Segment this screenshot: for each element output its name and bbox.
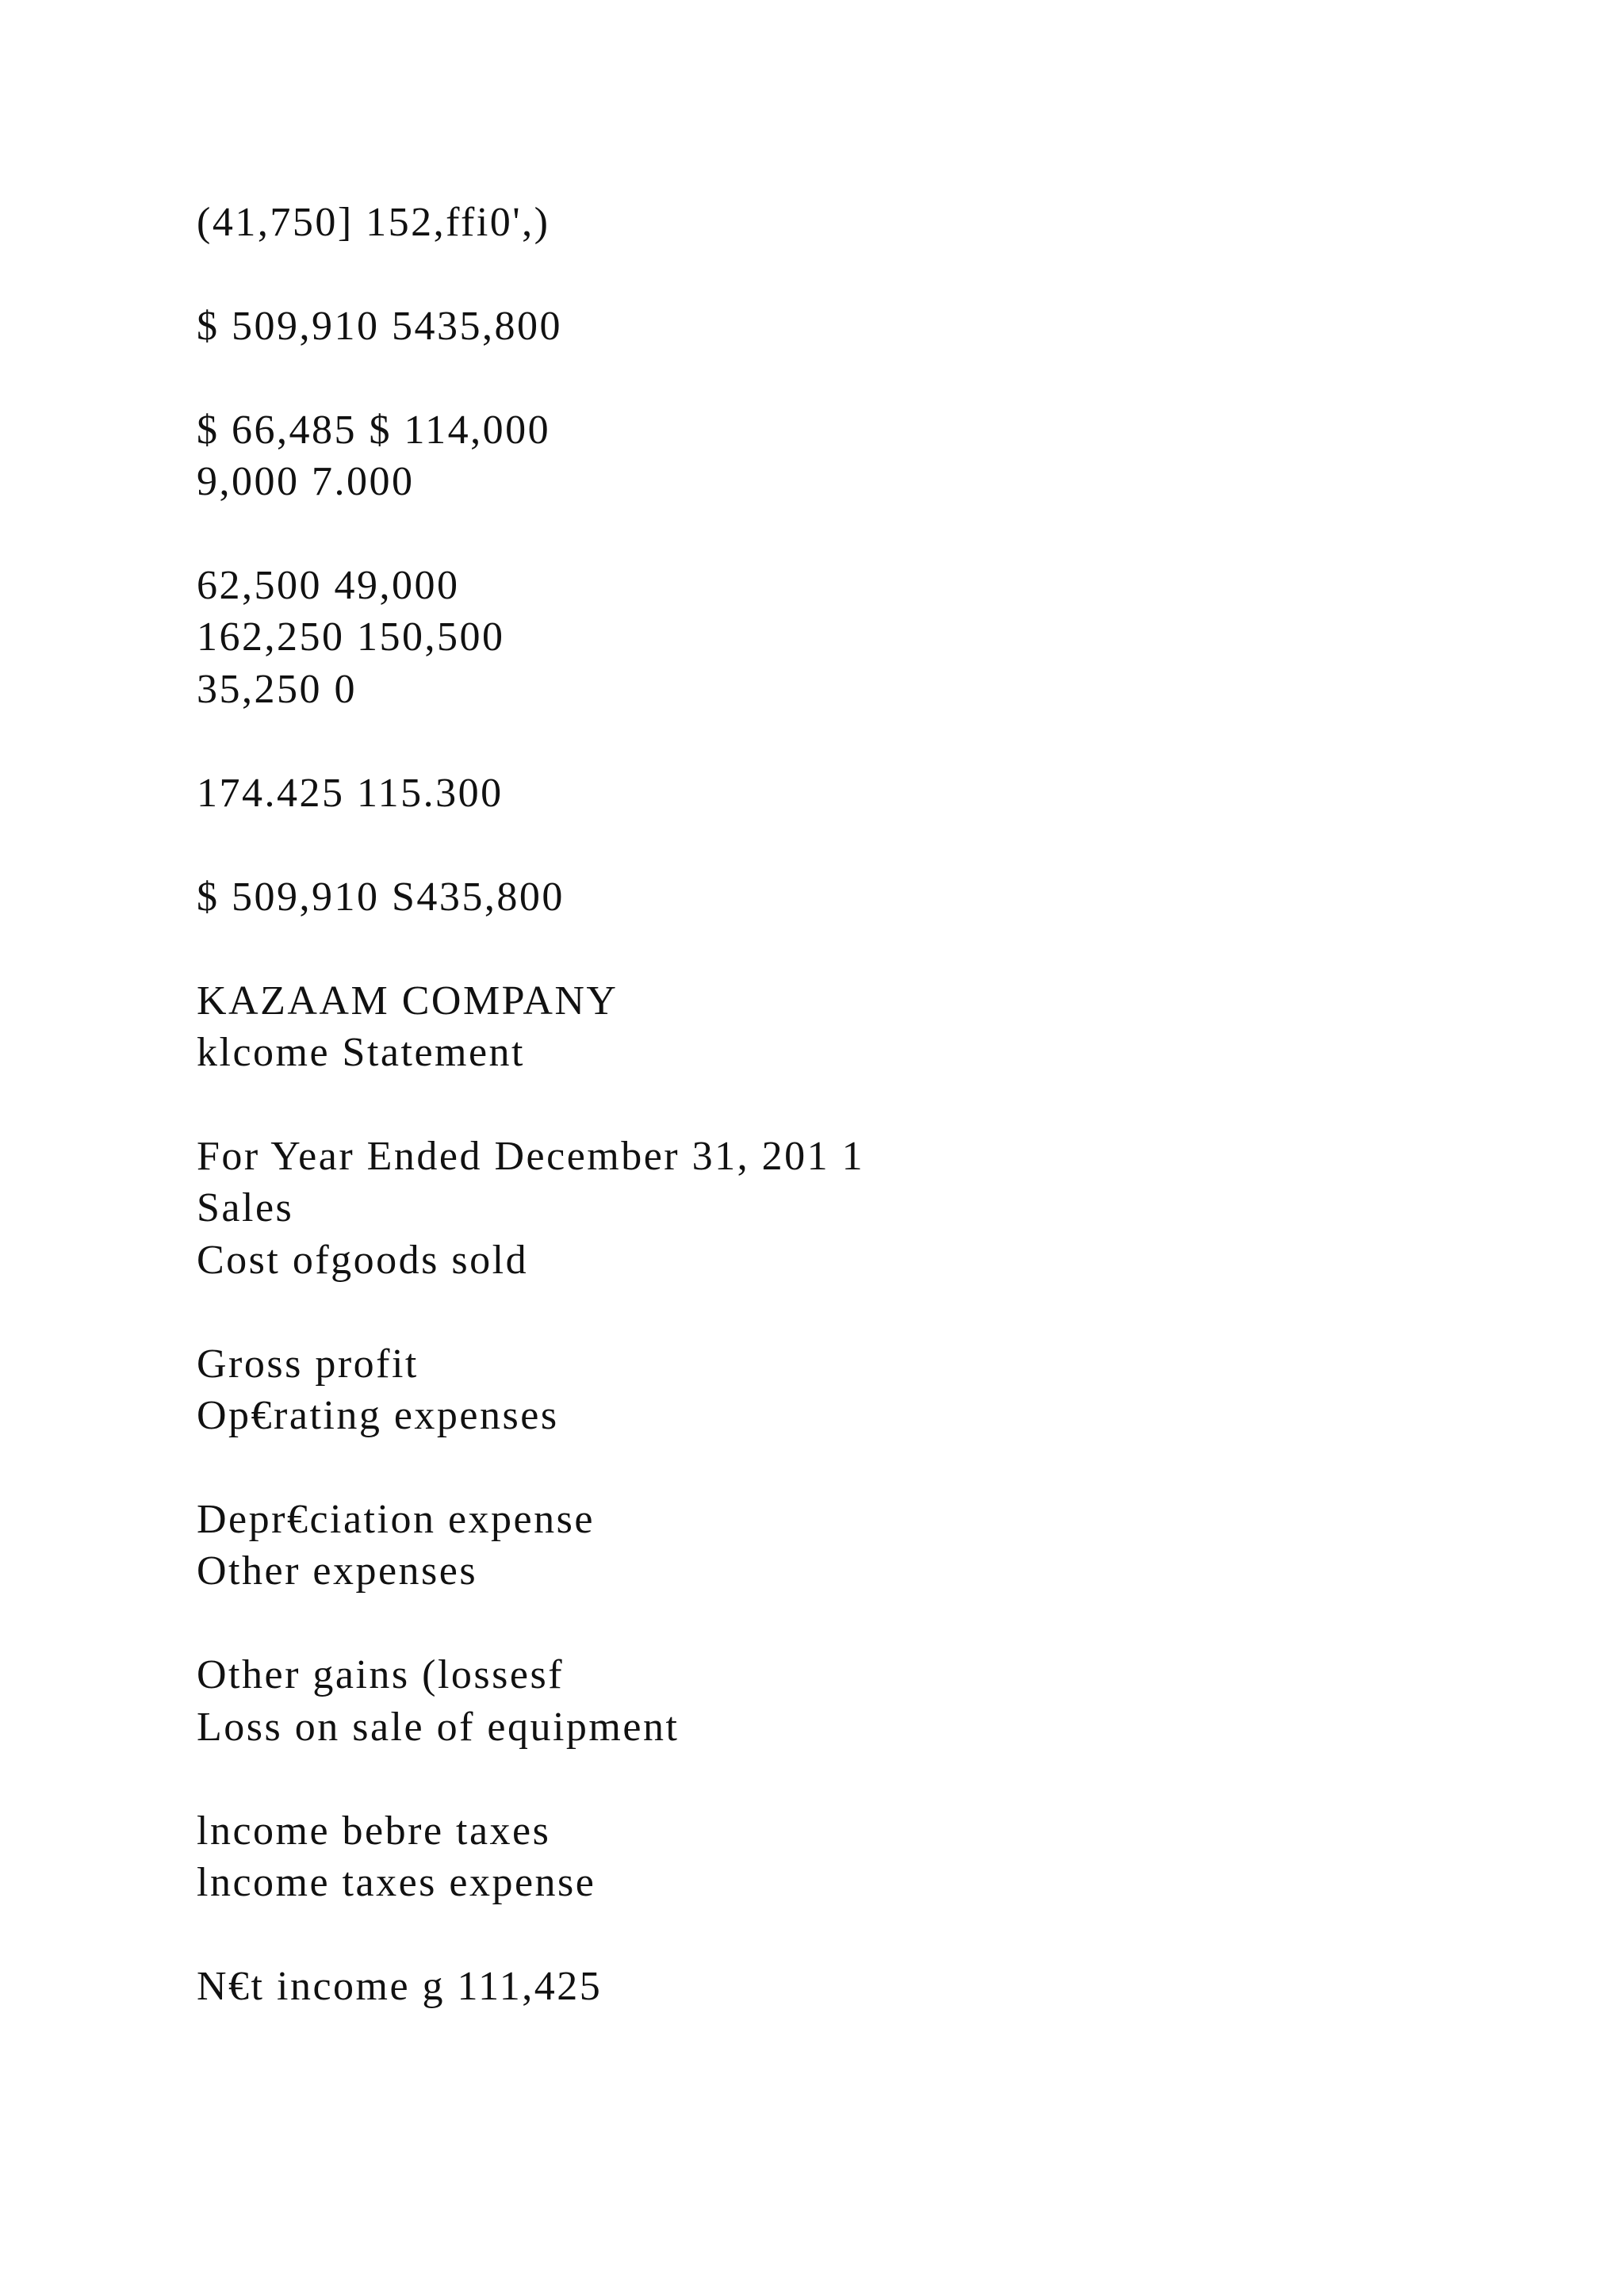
income-line-depreciation-expense: Depr€ciation expense (197, 1497, 595, 1542)
income-line-income-before-taxes: lncome bebre taxes (197, 1808, 551, 1854)
balance-line-amount-5: 35,250 0 (197, 667, 357, 712)
balance-line-amount-6: 174.425 115.300 (197, 771, 504, 816)
income-line-other-expenses: Other expenses (197, 1548, 478, 1594)
income-line-loss-on-sale-of-equipment: Loss on sale of equipment (197, 1705, 680, 1750)
balance-line-total-assets: $ 509,910 5435,800 (197, 304, 562, 349)
income-line-sales: Sales (197, 1185, 294, 1230)
income-line-gross-profit: Gross profit (197, 1341, 419, 1387)
balance-line-amount-2: 9,000 7.000 (197, 459, 415, 504)
company-name: KAZAAM COMPANY (197, 978, 619, 1024)
income-line-cost-of-goods-sold: Cost ofgoods sold (197, 1238, 529, 1283)
income-line-income-taxes-expense: lncome taxes expense (197, 1860, 596, 1905)
income-line-other-gains-losses: Other gains (lossesf (197, 1652, 565, 1697)
income-line-operating-expenses: Op€rating expenses (197, 1393, 559, 1438)
statement-period: For Year Ended December 31, 201 1 (197, 1134, 865, 1179)
statement-title: klcome Statement (197, 1030, 526, 1075)
balance-line-amount-3: 62,500 49,000 (197, 563, 460, 608)
income-line-net-income: N€t income g 111,425 (197, 1964, 603, 2009)
balance-line-total-liabilities-equity: $ 509,910 S435,800 (197, 874, 565, 920)
balance-line-amount-4: 162,250 150,500 (197, 614, 505, 660)
balance-line-totals-adjustment: (41,750] 152,ffi0',) (197, 200, 550, 245)
balance-line-amount-1: $ 66,485 $ 114,000 (197, 408, 551, 453)
